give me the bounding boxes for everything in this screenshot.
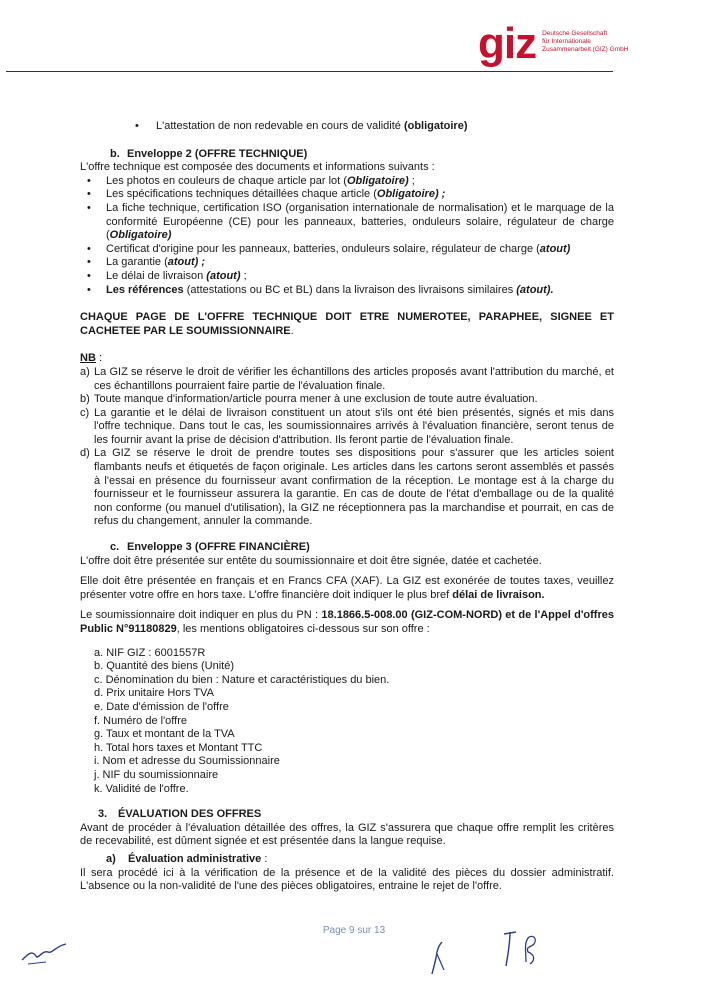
list-item: a) La GIZ se réserve le droit de vérifier les échantillons des articles proposés avant l'attribution du marché, et ces échantillons pourraient faire partie de l'évaluation finale. xyxy=(80,365,614,392)
giz-logo-mark: giz xyxy=(478,19,537,68)
mandatory-mentions-list xyxy=(80,647,614,797)
giz-logo-text: Deutsche Gesellschaft für Internationale Zusammenarbeit (GIZ) GmbH xyxy=(542,30,629,53)
section-3a-heading: a) Évaluation administrative : xyxy=(106,852,268,865)
list-item: a. NIF GIZ : 6001557R xyxy=(94,646,206,659)
list-item: • Le délai de livraison (atout) ; xyxy=(80,270,614,284)
list-item: b. Quantité des biens (Unité) xyxy=(94,660,235,673)
list-item: • Les références (attestations ou BC et BL) dans la livraison des livraisons similaires (atout). xyxy=(80,284,614,298)
list-item: c) La garantie et le délai de livraison constituent un atout s'ils ont été bien présentés, signés et mis dans l'offre technique. Dans tout le cas, les soumissionnaires arrivés à l'évaluation financière, seront tenus de les fournir avant la prise de décision d'attribution. Ils feront partie de l'évaluation finale. xyxy=(80,406,614,446)
section-3-heading: 3. ÉVALUATION DES OFFRES xyxy=(98,808,262,821)
nb-list xyxy=(80,366,614,529)
initials-signature-left xyxy=(20,940,68,966)
section-3-paragraph-1: Avant de procéder à l'évaluation détaillée des offres, la GIZ s'assurera que chaque offre remplit les critères de recevabilité, est dûment signée et est présentée dans la langue requise. xyxy=(80,821,614,848)
list-item: h. Total hors taxes et Montant TTC xyxy=(94,741,263,754)
giz-logo xyxy=(478,19,629,68)
initials-signature-middle xyxy=(428,940,448,976)
list-item: d) La GIZ se réserve le droit de prendre toutes ses dispositions pour s'assurer que les articles soient flambants neufs et étiquetés de façon originale. Les articles dans les cartons seront assemblés et passés à l'essai en présence du fournisseur avant confirmation de la réception. Le montage est à la charge du fournisseur et le fournisseur assurera la garantie. En cas de doute de l'état d'emballage ou de la qualité non conforme (ou manuel d'utilisation), la GIZ ne réceptionnera pas la marchandise et pourrait, en cas de refus du changement, annuler la commande. xyxy=(80,447,614,528)
list-item: • Certificat d'origine pour les panneaux, batteries, onduleurs solaire, régulateur de charge (atout) xyxy=(80,243,614,257)
list-item: k. Validité de l'offre. xyxy=(94,782,189,795)
section-c-paragraph-3: Le soumissionnaire doit indiquer en plus du PN : 18.1866.5-008.00 (GIZ-COM-NORD) et de l'Appel d'offres Public N°91180829, les mentions obligatoires ci-dessous sur son offre : xyxy=(80,609,614,635)
section-b-notice: CHAQUE PAGE DE L'OFFRE TECHNIQUE DOIT ETRE NUMEROTEE, PARAPHEE, SIGNEE ET CACHETEE PAR LE SOUMISSIONNAIRE. xyxy=(80,311,614,337)
section-3a-paragraph: Il sera procédé ici à la vérification de la présence et de la validité des pièces du dossier administratif. L'absence ou la non-validité de l'une des pièces obligatoires, entraine le rejet de l'offre. xyxy=(80,866,614,893)
list-item: j. NIF du soumissionnaire xyxy=(94,768,219,781)
list-item: • Les photos en couleurs de chaque article par lot (Obligatoire) ; xyxy=(80,175,614,189)
list-item: f. Numéro de l'offre xyxy=(94,714,187,727)
list-item: e. Date d'émission de l'offre xyxy=(94,700,229,713)
list-item: • La fiche technique, certification ISO (organisation internationale de normalisation) et le marquage de la conformité Européenne (CE) pour les panneaux, batteries, onduleurs solaire, régulateur de charge (Obligatoire) xyxy=(80,202,614,243)
section-c-paragraph-1: L'offre doit être présentée sur entête du soumissionnaire et doit être signée, datée et cachetée. xyxy=(80,554,542,567)
list-item: g. Taux et montant de la TVA xyxy=(94,728,235,741)
intro-bullet: • L'attestation de non redevable en cours de validité (obligatoire) xyxy=(80,120,614,134)
section-b-intro: L'offre technique est composée des documents et informations suivants : xyxy=(80,161,435,174)
list-item: i. Nom et adresse du Soumissionnaire xyxy=(94,755,280,768)
section-b-heading: b. Enveloppe 2 (OFFRE TECHNIQUE) xyxy=(110,147,308,160)
page-number: Page 9 sur 13 xyxy=(322,925,386,936)
document-body xyxy=(80,120,614,894)
list-item: d. Prix unitaire Hors TVA xyxy=(94,687,215,700)
list-item: b) Toute manque d'information/article pourra mener à une exclusion de toute autre évaluation. xyxy=(80,393,538,406)
section-b-list xyxy=(80,175,614,297)
header-divider xyxy=(6,71,613,72)
list-item: c. Dénomination du bien : Nature et caractéristiques du bien. xyxy=(94,673,390,686)
nb-label: NB : xyxy=(80,352,103,365)
initials-signature-right xyxy=(500,928,544,970)
list-item: • Les spécifications techniques détaillées chaque article (Obligatoire) ; xyxy=(80,188,614,202)
list-item: • La garantie (atout) ; xyxy=(80,256,614,270)
section-c-paragraph-2: Elle doit être présentée en français et en Francs CFA (XAF). La GIZ est exonérée de toutes taxes, veuillez présenter votre offre en hors taxe. L'offre financière doit indiquer le plus bref délai de livraison. xyxy=(80,575,614,601)
section-c-heading: c. Enveloppe 3 (OFFRE FINANCIÈRE) xyxy=(110,541,310,554)
